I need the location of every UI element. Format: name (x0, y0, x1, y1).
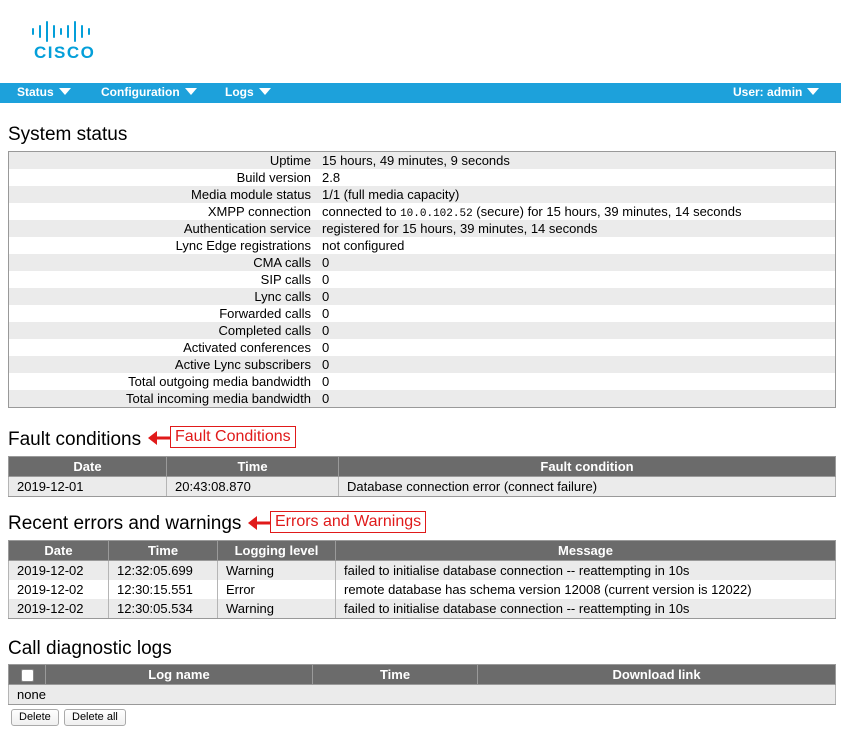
status-value: 0 (322, 289, 330, 304)
table-cell: failed to initialise database connection -- reattempting in 10s (336, 599, 836, 619)
status-row (9, 356, 835, 373)
cisco-logo-bars (32, 20, 110, 42)
recent-errors-title: Recent errors and warnings (8, 513, 242, 534)
column-header: Date (9, 541, 109, 561)
call-logs-table (8, 664, 836, 705)
status-row (9, 220, 835, 237)
status-value: 0 (322, 340, 330, 355)
nav-user-label: User: admin (733, 85, 803, 99)
status-label: Forwarded calls (219, 306, 311, 321)
status-label: XMPP connection (207, 204, 311, 219)
nav-configuration-label: Configuration (101, 85, 180, 99)
fault-conditions-title: Fault conditions (8, 429, 142, 450)
status-row (9, 322, 835, 339)
nav-logs-label: Logs (225, 85, 254, 99)
table-row (9, 685, 836, 705)
status-row (9, 373, 835, 390)
status-label: Active Lync subscribers (174, 357, 311, 372)
delete-all-button[interactable]: Delete all (64, 709, 126, 726)
column-header: Log name (46, 665, 313, 685)
column-header: Time (109, 541, 218, 561)
select-all-checkbox[interactable] (21, 669, 34, 682)
status-label: Total outgoing media bandwidth (128, 374, 311, 389)
recent-errors-table (8, 540, 836, 619)
table-header-row (9, 665, 836, 685)
status-value: 0 (322, 272, 330, 287)
call-logs-title: Call diagnostic logs (8, 638, 172, 659)
table-cell: remote database has schema version 12008 (current version is 12022) (336, 580, 836, 599)
main-nav (0, 83, 841, 103)
status-row (9, 339, 835, 356)
table-cell: 12:32:05.699 (109, 561, 218, 581)
chevron-down-icon (59, 88, 71, 95)
status-value: 1/1 (full media capacity) (322, 187, 460, 202)
table-cell: 2019-12-01 (9, 477, 167, 497)
xmpp-suffix: (secure) for 15 hours, 39 minutes, 14 seconds (472, 204, 742, 219)
status-label: Total incoming media bandwidth (126, 391, 311, 406)
status-value: 2.8 (322, 170, 341, 185)
column-header: Download link (478, 665, 836, 685)
table-cell: Warning (218, 561, 336, 581)
status-label: Lync calls (254, 289, 311, 304)
nav-logs-menu[interactable] (225, 83, 271, 103)
column-header: Date (9, 457, 167, 477)
xmpp-prefix: connected to (322, 204, 401, 219)
nav-status-menu[interactable] (17, 83, 71, 103)
chevron-down-icon (259, 88, 271, 95)
table-cell: 12:30:15.551 (109, 580, 218, 599)
status-label: Build version (236, 170, 311, 185)
delete-button[interactable]: Delete (11, 709, 59, 726)
annotation-arrow-icon (248, 515, 272, 531)
status-value: 0 (322, 357, 330, 372)
status-value: 0 (322, 374, 330, 389)
column-header: Time (313, 665, 478, 685)
table-cell: 2019-12-02 (9, 580, 109, 599)
column-header: Fault condition (339, 457, 836, 477)
table-cell: Warning (218, 599, 336, 619)
status-label: CMA calls (253, 255, 311, 270)
fault-conditions-table (8, 456, 836, 497)
status-value: not configured (322, 238, 405, 253)
system-status-table (8, 151, 836, 408)
column-header: Message (336, 541, 836, 561)
status-row (9, 152, 835, 169)
cisco-logo (30, 20, 110, 65)
status-row (9, 271, 835, 288)
status-value: 0 (322, 306, 330, 321)
status-row (9, 169, 835, 186)
empty-state-text: none (9, 685, 836, 705)
status-label: Authentication service (183, 221, 311, 236)
status-value: 0 (322, 255, 330, 270)
table-cell: Database connection error (connect failure) (339, 477, 836, 497)
table-cell: 2019-12-02 (9, 599, 109, 619)
chevron-down-icon (185, 88, 197, 95)
status-row (9, 390, 835, 407)
table-cell: Error (218, 580, 336, 599)
table-row (9, 580, 836, 599)
status-value: 0 (322, 323, 330, 338)
table-cell: 2019-12-02 (9, 561, 109, 581)
errors-warnings-annotation: Errors and Warnings (270, 511, 426, 533)
table-header-row (9, 541, 836, 561)
status-row (9, 237, 835, 254)
status-value: registered for 15 hours, 39 minutes, 14 seconds (322, 221, 598, 236)
status-row (9, 203, 835, 220)
table-row (9, 477, 836, 497)
system-status-title: System status (8, 124, 128, 145)
fault-conditions-annotation: Fault Conditions (170, 426, 296, 448)
nav-user-menu[interactable] (733, 83, 819, 103)
select-all-header (9, 665, 46, 685)
status-row (9, 254, 835, 271)
status-label: Uptime (269, 153, 311, 168)
status-row (9, 186, 835, 203)
cisco-logo-text: CISCO (34, 43, 96, 62)
nav-configuration-menu[interactable] (101, 83, 197, 103)
column-header: Logging level (218, 541, 336, 561)
status-label: Lync Edge registrations (175, 238, 311, 253)
table-cell: 20:43:08.870 (167, 477, 339, 497)
table-row (9, 561, 836, 581)
status-label: SIP calls (260, 272, 311, 287)
status-label: Activated conferences (183, 340, 311, 355)
status-value (322, 203, 835, 220)
status-row (9, 305, 835, 322)
table-cell: failed to initialise database connection -- reattempting in 10s (336, 561, 836, 581)
table-cell: 12:30:05.534 (109, 599, 218, 619)
status-label: Media module status (191, 187, 311, 202)
table-header-row (9, 457, 836, 477)
xmpp-server-ip: 10.0.102.52 (400, 208, 473, 220)
column-header: Time (167, 457, 339, 477)
status-value: 0 (322, 391, 330, 406)
chevron-down-icon (807, 88, 819, 95)
status-value: 15 hours, 49 minutes, 9 seconds (322, 153, 510, 168)
annotation-arrow-icon (148, 430, 172, 446)
status-row (9, 288, 835, 305)
table-row (9, 599, 836, 619)
nav-status-label: Status (17, 85, 54, 99)
status-label: Completed calls (218, 323, 311, 338)
